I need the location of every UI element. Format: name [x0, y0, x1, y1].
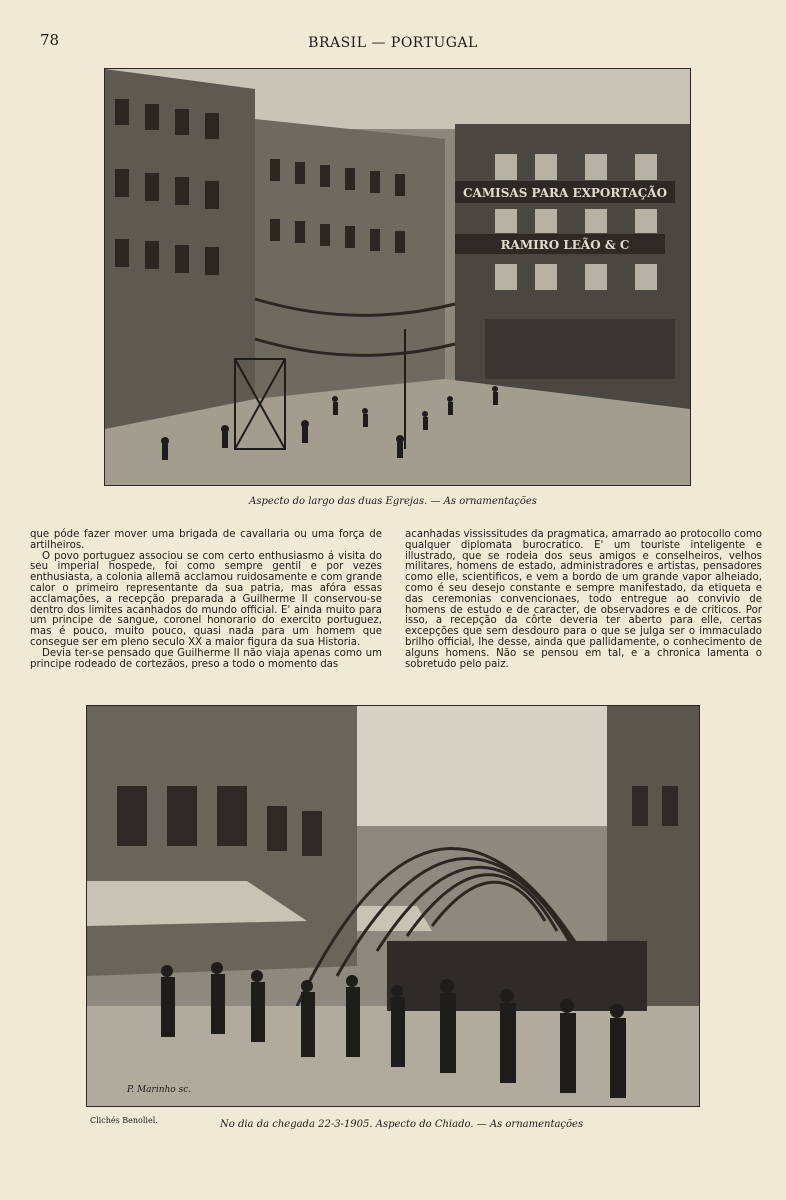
paragraph: acanhadas vississitudes da pragmatica, amarrado ao protocollo como qualquer diplomata burocratico. E' um touriste inteligente e illustrado, que se rodeia dos seus amigos e conselheiros, velhos militares, homens de estado, administradores e artistas, pensadores como elle, scientificos, e vem a bordo de um grande vapor alheiado, como é seu desejo constante e sempre manifestado, da etiqueta e das ceremonias convencionaes, todo entregue ao convivio de homens de estudo e de caracter, de observadores e de criticos. Por isso, a recepção da côrte deveria ter aberto para elle, certas excepções que sem desdouro para o que se julga ser o immaculado brilho official, lhe desse, ainda que pallidamente, o conhecimento de alguns homens. Não se pensou em tal, e a chronica lamenta o sobretudo pelo paiz. [405, 529, 762, 670]
shop-sign-lower: RAMIRO LEÃO & C [500, 238, 630, 252]
caption-bottom: No dia da chegada 22-3-1905. Aspecto do Chiado. — As ornamentações [220, 1119, 584, 1130]
paragraph: Devia ter-se pensado que Guilherme II não viaja apenas como um principe rodeado de cortezãos, preso a todo o momento das [30, 647, 382, 670]
engraver-signature: P. Marinho sc. [127, 1085, 192, 1095]
photo-largo-das-duas-egrejas [104, 68, 691, 486]
caption-top: Aspecto do largo das duas Egrejas. — As ornamentações [249, 496, 537, 507]
paragraph: que póde fazer mover uma brigada de cavallaria ou uma força de artilheiros. [30, 529, 382, 551]
page-number: 78 [40, 31, 60, 49]
photo-credit: Clichés Benoliel. [90, 1116, 158, 1125]
paragraph: O povo portuguez associou se com certo enthusiasmo á visita do seu imperial hospede, foi como sempre gentil e por vezes enthusiasta, a colonia allemã acclamou ruidosamente e com grande calor o primeiro representante da sua patria, mas afóra essas acclamações, a recepção preparada a Guilherme II conservou-se dentro dos limites acanhados do mundo official. E' ainda muito para um principe de sangue, coronel honorario do exercito portuguez, mas é pouco, muito pouco, quasi nada para um homem que consegue ser em pleno seculo XX a maior figura da sua Historia. [30, 550, 382, 648]
running-head: BRASIL — PORTUGAL [308, 35, 478, 51]
street-scene-illustration [105, 69, 690, 485]
photo-chiado [86, 705, 700, 1107]
article-left-column [30, 530, 382, 670]
article-right-column [405, 530, 762, 670]
shop-sign-upper: CAMISAS PARA EXPORTAÇÃO [462, 186, 668, 200]
street-scene-illustration [87, 706, 699, 1106]
